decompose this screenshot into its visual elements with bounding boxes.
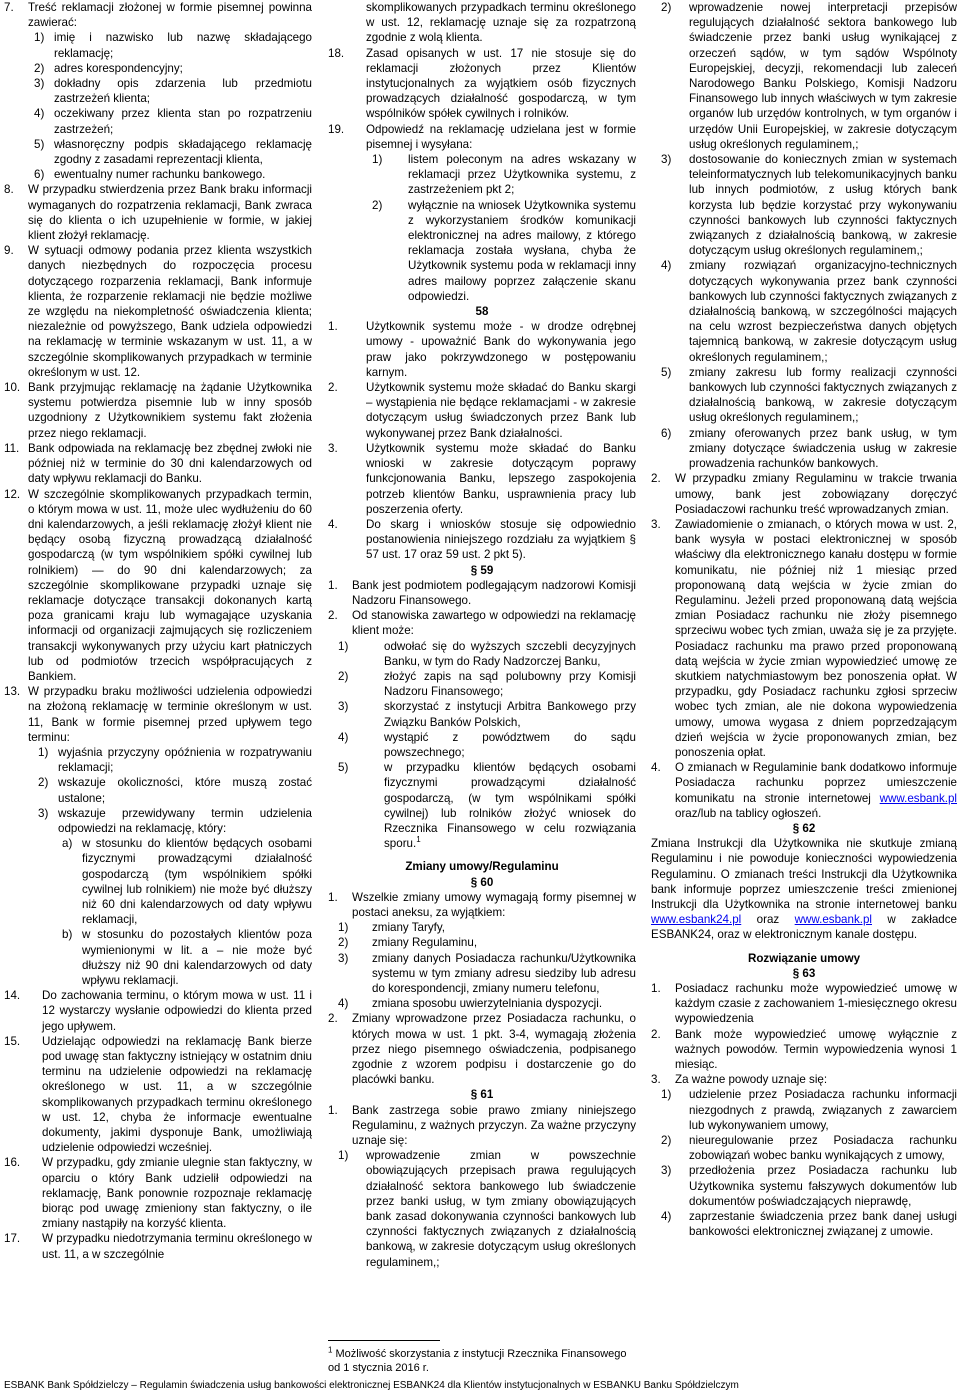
item-text: wystąpić z powództwem do sądu powszechnego; (384, 730, 636, 759)
list-item (328, 935, 636, 950)
list-item (328, 198, 636, 304)
item-text: zmiany zakresu lub formy realizacji czynności bankowych lub czynności faktycznych związanych z działalnością bankową, w zakresie dotyczącym usług określonych regulaminem,; (689, 365, 957, 425)
item-text: zmiany Taryfy, (372, 921, 446, 935)
item-number: 4) (338, 997, 349, 1011)
section-heading: § 62 (792, 821, 816, 835)
section-heading: 58 (475, 305, 489, 319)
item-number: 3) (38, 806, 49, 820)
item-text: Użytkownik systemu może składać do Banku wnioski w zakresie dotyczącym poprawy funkcjonowania Banku, lepszego zaspokojenia potrzeb klientów Banku, usprawnienia pracy lub poszerzenia oferty. (366, 441, 636, 516)
list-item (328, 890, 636, 920)
list-item (328, 319, 636, 380)
item-number: 1) (338, 921, 349, 935)
item-number: 6) (661, 426, 672, 440)
list-item (328, 639, 636, 669)
item-text: Bank jest podmiotem podlegającym nadzorowi Komisji Nadzoru Finansowego. (352, 578, 636, 607)
item-number: 1) (338, 1149, 349, 1163)
item-number: 3. (651, 1073, 661, 1087)
section-heading: § 60 (470, 875, 494, 889)
column-right (651, 0, 957, 1239)
list-item (651, 152, 957, 258)
list-item (328, 380, 636, 441)
list-item (4, 30, 312, 60)
list-item (4, 1231, 312, 1261)
item-text: zmiany rozwiązań organizacyjno-technicznych dotyczących wykonywania przez bank czynności bankowych lub czynności faktycznych związanych z działalnością bankową, w szczególności mających na celu wzrost bezpieczeństwa danych objętych tajemnicą bankową, w zakresie dotyczącym usług określonych regulaminem,; (689, 259, 957, 364)
website-link[interactable]: www.esbank.pl (879, 791, 957, 805)
item-number: 7. (4, 1, 14, 14)
item-number: 1) (34, 31, 45, 45)
item-number: 1) (38, 745, 49, 759)
list-item (328, 760, 636, 851)
column-middle (328, 0, 636, 1270)
footnote-rule (328, 1340, 440, 1341)
list-item (328, 441, 636, 517)
item-text: udzielenie przez Posiadacza rachunku informacji niezgodnych z prawdą, związanych z zawarciem lub wykonywaniem umowy, (689, 1088, 957, 1132)
list-item (4, 167, 312, 182)
item-text: Użytkownik systemu może - w drodze odrębnej umowy - upoważnić Bank do wykonywania jego praw jako pokrzywdzonego w postępowaniu karnym. (366, 320, 636, 379)
item-number: 2) (661, 1, 672, 14)
item-text: w stosunku do klientów będących osobami fizycznymi prowadzącymi działalność gospodarczą (tym wspólnikiem spółki cywilnej lub rolnikiem) nie może być dłuższy niż 60 dni kalendarzowych od daty wpływu reklamacji, (82, 837, 312, 927)
item-number: 1. (651, 982, 661, 995)
item-text-cont: oraz/lub na tablicy ogłoszeń. (675, 806, 822, 820)
item-number: 2) (338, 936, 349, 950)
item-text: odwołać się do wyższych szczebli decyzyjnych Banku, w tym do Rady Nadzorczej Banku, (384, 639, 636, 668)
item-number: 2. (651, 472, 661, 486)
list-item (328, 669, 636, 699)
list-item (328, 122, 636, 152)
item-text: Treść reklamacji złożonej w formie pisemnej powinna zawierać: (28, 1, 312, 30)
list-item (328, 46, 636, 122)
item-text: Zawiadomienie o zmianach, o których mowa w ust. 2, bank wysyła w postaci elektronicznej w sposób właściwy dla elektronicznego kanału dostępu w formie komunikatu, nie później niż 1 miesiąc przed proponowaną datą wejścia w życie zmian do Regulaminu. Jeżeli przed proponowaną datą wejścia zmian Posiadacz rachunku nie złoży pisemnego sprzeciwu wobec tych zmian, uważa się je za przyjęte. Posiadacz rachunku ma prawo przed proponowaną datą wejścia w życie zmian wypowiedzieć umowę ze skutkiem natychmiastowym bez ponoszenia opłat. W przypadku, gdy Posiadacz rachunku zgłosi sprzeciw wobec tych zmian, ale nie dokona wypowiedzenia umowy, umowa wygasa z dniem poprzedzającym dzień wejścia w życie proponowanych zmian, bez ponoszenia opłat. (675, 517, 957, 759)
item-text: Od stanowiska zawartego w odpowiedzi na reklamację klient może: (352, 609, 636, 638)
item-number: 1. (328, 890, 338, 904)
list-item (651, 981, 957, 1027)
item-text: Zmiany wprowadzone przez Posiadacza rachunku, o których mowa w ust. 1 pkt. 3-4, wymagają złożenia przez niego pisemnego oświadczenia, podpisanego zgodnie z wzorem podpisu i dostarczenie go do placówki banku. (352, 1012, 636, 1087)
list-item (651, 365, 957, 426)
list-item (328, 1011, 636, 1087)
list-item (4, 836, 312, 927)
item-text: Posiadacz rachunku może wypowiedzieć umowę w każdym czasie z zachowaniem 1-miesięcznego okresu wypowiedzenia (675, 982, 957, 1026)
item-text: nieuregulowanie przez Posiadacza rachunku zobowiązań wobec banku wynikających z umowy, (689, 1134, 957, 1163)
item-number: 2) (338, 669, 349, 683)
item-number: 4) (338, 730, 349, 744)
item-number: 18. (328, 46, 345, 60)
item-number: 4) (34, 107, 45, 121)
list-item (328, 1148, 636, 1270)
list-item (4, 380, 312, 441)
list-item (328, 996, 636, 1011)
item-number: 19. (328, 122, 345, 136)
section-heading: § 63 (792, 966, 816, 980)
item-text: Bank może wypowiedzieć umowę wyłącznie z ważnych powodów. Termin wypowiedzenia wynosi 1 miesiąc. (675, 1027, 957, 1072)
item-number: 2) (661, 1134, 672, 1148)
item-number: 5) (661, 365, 672, 379)
item-text: złożyć zapis na sąd polubowny przy Komisji Nadzoru Finansowego; (384, 669, 636, 699)
item-text: Wszelkie zmiany umowy wymagają formy pisemnej w postaci aneksu, za wyjątkiem: (352, 890, 636, 919)
item-number: 8. (4, 183, 14, 197)
item-text: własnoręczny podpis składającego reklamację zgodny z zasadami reprezentacji klienta, (54, 137, 312, 167)
page-footer: ESBANK Bank Spółdzielczy – Regulamin świadczenia usług bankowości elektronicznej ESBANK24 dla Klientów instytucjonalnych w ESBANKU Banku Spółdzielczym (4, 1380, 739, 1391)
item-text: W przypadku stwierdzenia przez Bank braku informacji wymaganych do rozpatrzenia reklamacji, Bank zwraca się do klienta o ich uzupełnienie w formie, w jakiej klient złożył reklamację. (28, 183, 312, 243)
list-item (4, 988, 312, 1034)
footnote-mark: 1 (328, 1345, 333, 1355)
list-item (328, 517, 636, 563)
item-text: W przypadku zmiany Regulaminu w trakcie trwania umowy, bank jest zobowiązany doręczyć Posiadaczowi rachunku treść wprowadzanych zmian. (675, 472, 957, 516)
item-text: listem poleconym na adres wskazany w reklamacji przez Użytkownika systemu, z zastrzeżeniem pkt 2; (408, 153, 636, 197)
list-item (651, 836, 957, 942)
list-item (4, 76, 312, 106)
list-item (328, 608, 636, 638)
website-link[interactable]: www.esbank24.pl (651, 913, 742, 927)
item-number: 2. (328, 381, 338, 395)
list-item (4, 927, 312, 988)
item-text: Bank przyjmując reklamację na żądanie Użytkownika systemu potwierdza pisemnie lub w inny sposób uzgodniony z Użytkownikiem systemu fakt złożenia przez niego reklamacji. (28, 381, 312, 440)
list-item (4, 0, 312, 30)
item-number: 13. (4, 685, 21, 699)
item-text: W przypadku braku możliwości udzielenia odpowiedzi na złożoną reklamację w terminie określonym w ust. 11, Bank w formie pisemnej przed upływem tego terminu: (28, 685, 312, 744)
item-text-cont: w zakładce ESBANK24, oraz w elektronicznym kanale dostępu. (651, 913, 957, 942)
item-number: 15. (4, 1034, 21, 1048)
list-item (328, 0, 636, 46)
item-text: zmiana sposobu uwierzytelniania dyspozycji. (372, 997, 603, 1011)
list-item (4, 182, 312, 243)
item-text: oczekiwany przez klienta stan po rozpatrzeniu zastrzeżeń; (54, 107, 312, 136)
item-text: zmiany oferowanych przez bank usług, w tym zmiany dotyczące świadczenia usług w zakresie prowadzenia rachunków bankowych. (689, 426, 957, 471)
item-text-cont: oraz (741, 913, 795, 927)
item-number: 1) (661, 1088, 672, 1102)
website-link[interactable]: www.esbank.pl (794, 913, 872, 927)
list-item (328, 920, 636, 935)
item-number: 5) (34, 137, 45, 151)
item-text: Odpowiedź na reklamację udzielana jest w formie pisemnej i wysyłana: (366, 122, 636, 151)
list-item (651, 471, 957, 517)
item-text: wskazuje okoliczności, które muszą zostać ustalone; (58, 776, 312, 805)
item-text: wprowadzenie nowej interpretacji przepisów regulujących działalność sektora bankowego lub świadczenie przez banki usług wynikającej z orzeczeń sądów, w tym sądów Wspólnoty Europejskiej, decyzji, rekomendacji lub zaleceń Narodowego Banku Polskiego, Komisji Nadzoru Finansowego lub innych właściwych w tym zakresie organów lub urzędów kontrolnych, w tym organów i urzędów Unii Europejskiej, w zakresie dotyczącym usług określonych regulaminem,; (689, 1, 957, 151)
item-text: zmiany Regulaminu, (372, 936, 478, 950)
item-number: 3. (651, 517, 661, 531)
section-heading: Zmiany umowy/Regulaminu (405, 860, 559, 874)
item-number: 2. (651, 1027, 661, 1041)
list-item (4, 487, 312, 685)
item-text: W szczególnie skomplikowanych przypadkach termin, o którym mowa w ust. 11, może ulec wydłużeniu do 60 dni kalendarzowych, a jeśli reklamację złożył klient nie będący osobą fizyczną prowadzącą działalność gospodarczą (w tym wspólnikiem spółki cywilnej lub rolnikiem) — do 90 dni kalendarzowych; za szczególnie skomplikowane przypadki uznaje się reklamacje dotyczące transakcji dokonanych kartą poza granicami kraju lub wymagające uzyskania informacji od organizacji zajmujących się rozliczeniem transakcji wykonywanych przy użyciu kart płatniczych lub od podmiotów trzecich współpracujących z Bankiem. (28, 487, 312, 683)
item-text: w przypadku klientów będących osobami fizycznymi prowadzącymi działalność gospodarczą, (w tym wspólnikami spółki cywilnej) lub rolników złożyć wniosek do Rzecznika Finansowego w celu rozwiązania sporu. (384, 761, 636, 851)
item-text: dostosowanie do koniecznych zmian w systemach teleinformatycznych lub telekomunikacyjnych banku lub innych podmiotów, z usług których bank korzysta lub będzie korzystać przy wykonywaniu czynności bankowych lub czynności faktycznych związanych z działalnością bankową, w zakresie dotyczącym usług określonych regulaminem,; (689, 153, 957, 258)
item-number: 10. (4, 381, 21, 395)
list-item (651, 1209, 957, 1239)
item-text: w stosunku do pozostałych klientów poza wymienionymi w lit. a – nie może być dłuższy niż 90 dni kalendarzowych od daty wpływu reklamacji. (82, 928, 312, 987)
item-text: W przypadku, gdy zmianie ulegnie stan faktyczny, w oparciu o który Bank udzielił odpowiedzi na reklamację, Bank ponownie rozpoznaje reklamację biorąc pod uwagę zmieniony stan faktyczny, o ile zmiany nastąpiły na korzyść klienta. (42, 1156, 312, 1231)
item-number: 4. (651, 761, 661, 775)
item-number: 6) (34, 168, 45, 182)
item-number: 1) (372, 153, 383, 167)
column-left (4, 0, 312, 1262)
item-number: 3) (661, 153, 672, 167)
item-number: 2. (328, 1012, 338, 1026)
item-text: W przypadku niedotrzymania terminu określonego w ust. 11, a w szczególnie (42, 1232, 312, 1261)
item-text: skomplikowanych przypadkach terminu określonego w ust. 12, reklamację uznaje się za rozpatrzoną zgodnie z wolą klienta. (366, 1, 636, 45)
item-number: 1. (328, 320, 338, 334)
item-number: 2) (38, 776, 49, 790)
list-item (328, 951, 636, 997)
item-text: wyłącznie na wniosek Użytkownika systemu z wykorzystaniem środków komunikacji elektronicznej na adres mailowy, z którego reklamacja została wysłana, chyba że Użytkownik systemu poda w reklamacji inny adres mailowy poprzez załączenie skanu odpowiedzi. (408, 198, 636, 303)
item-text: Za ważne powody uznaje się: (675, 1073, 828, 1087)
section-heading: Rozwiązanie umowy (747, 951, 861, 965)
item-text: imię i nazwisko lub nazwę składającego reklamację; (54, 31, 312, 60)
list-item (651, 1163, 957, 1209)
list-item (651, 258, 957, 364)
item-number: 1) (338, 639, 349, 653)
list-item (328, 1103, 636, 1149)
item-number: 12. (4, 487, 21, 501)
list-item (651, 0, 957, 152)
list-item (651, 517, 957, 760)
item-number: a) (62, 837, 73, 851)
item-number: 14. (4, 989, 21, 1003)
item-number: 3) (338, 700, 349, 714)
list-item (651, 1027, 957, 1073)
item-text: W sytuacji odmowy podania przez klienta wszystkich danych niezbędnych do rozpoczęcia procesu dotyczącego rozparzenia reklamacji, Bank informuje klienta, że rozparzenie reklamacji nie będzie możliwe ze względu na niekompletność oświadczenia klienta; niezależnie od powyższego, Bank udziela odpowiedzi na reklamację w terminie wskazanym w ust. 11, a w szczególnie skomplikowanych przypadkach w terminie określonym w ust. 12. (28, 244, 312, 379)
list-item (4, 775, 312, 805)
list-item (4, 745, 312, 775)
item-number: 5) (338, 761, 349, 775)
item-number: 3) (661, 1164, 672, 1178)
item-text: Zasad opisanych w ust. 17 nie stosuje się do reklamacji złożonych przez Klientów instytucjonalnych za wyjątkiem osób fizycznych prowadzących działalność gospodarczą, w tym wspólników spółek cywilnych i rolników. (366, 46, 636, 121)
item-number: 2) (34, 61, 45, 75)
item-number: 4) (661, 1210, 672, 1224)
item-number: 4) (661, 259, 672, 273)
item-number: 11. (4, 441, 20, 455)
list-item (4, 106, 312, 136)
list-item (328, 699, 636, 729)
list-item (328, 152, 636, 198)
list-item (651, 760, 957, 821)
item-number: 9. (4, 244, 14, 258)
item-number: 17. (4, 1232, 21, 1246)
section-heading: § 59 (470, 563, 494, 577)
footnote-ref: 1 (416, 835, 421, 845)
list-item (4, 61, 312, 76)
list-item (4, 806, 312, 836)
item-number: 1. (328, 1103, 338, 1117)
item-text: wyjaśnia przyczyny opóźnienia w rozpatrywaniu reklamacji; (58, 745, 312, 775)
item-number: b) (62, 928, 73, 942)
item-number: 2) (372, 198, 383, 212)
list-item (651, 1133, 957, 1163)
item-text: Udzielając odpowiedzi na reklamację Bank bierze pod uwagę stan faktyczny istniejący w ostatnim dniu terminu na udzielenie odpowiedzi na reklamację określonego w ust. 11, a w szczególnie skomplikowanych przypadkach terminu określonego w ust. 12, chyba że informacje ewentualne dokumenty, jakimi dysponuje Bank, umożliwiają udzielenie odpowiedzi wcześniej. (42, 1034, 312, 1155)
list-item (4, 1155, 312, 1231)
item-number: 4. (328, 517, 338, 531)
list-item (4, 1034, 312, 1156)
item-text: Do zachowania terminu, o którym mowa w ust. 11 i 12 wystarczy wysłanie odpowiedzi do klienta przed jego upływem. (42, 989, 312, 1033)
item-number: 1. (328, 578, 338, 592)
item-text: przedłożenia przez Posiadacza rachunku lub Użytkownika systemu fałszywych dokumentów lub dokumentów poświadczających nieprawdę, (689, 1164, 957, 1208)
list-item (4, 441, 312, 487)
item-text: Użytkownik systemu może składać do Banku skargi – wystąpienia nie będące reklamacjami - w zakresie dotyczącym usług świadczonych przez Bank lub wykonywanej przez Bank działalności. (366, 381, 636, 440)
item-number: 3) (34, 77, 45, 91)
item-text: O zmianach w Regulaminie bank dodatkowo informuje Posiadacza rachunku poprzez umieszczenie komunikatu na stronie internetowej (675, 761, 957, 805)
item-text: Bank zastrzega sobie prawo zmiany niniejszego Regulaminu, z ważnych przyczyn. Za ważne przyczyny uznaje się: (352, 1103, 636, 1148)
list-item (651, 426, 957, 472)
item-text: Bank odpowiada na reklamację bez zbędnej zwłoki nie później niż w terminie do 30 dni kalendarzowych od daty wpływu reklamacji do Banku. (28, 441, 312, 486)
footnote-text: Możliwość skorzystania z instytucji Rzecznika Finansowego od 1 stycznia 2016 r. (328, 1348, 627, 1374)
list-item (4, 137, 312, 167)
list-item (4, 684, 312, 745)
item-number: 3. (328, 441, 338, 455)
section-heading: § 61 (470, 1088, 494, 1102)
list-item (651, 1072, 957, 1087)
item-text: ewentualny numer rachunku bankowego. (54, 168, 266, 182)
item-text: zmiany danych Posiadacza rachunku/Użytkownika systemu w tym zmiany adresu siedziby lub adresu do korespondencji, zmiany numeru telefonu, (372, 951, 636, 995)
item-text: wprowadzenie zmian w powszechnie obowiązujących przepisach prawa regulujących działalność sektora bankowego lub świadczenie przez banki usług, w tym zmiany obowiązujących bank zasad dokonywania czynności bankowych lub czynności faktycznych związanych z działalnością bankową, w zakresie dotyczącym usług określonych regulaminem,; (366, 1149, 636, 1269)
footnote (328, 1347, 628, 1375)
list-item (328, 578, 636, 608)
list-item (651, 1087, 957, 1133)
item-number: 2. (328, 609, 338, 623)
list-item (328, 730, 636, 760)
item-text: Do skarg i wniosków stosuje się odpowiednio postanowienia niniejszego rozdziału za wyjątkiem § 57 ust. 17 oraz 59 ust. 2 pkt 5). (366, 517, 636, 562)
item-text: zaprzestanie świadczenia przez bank danej usługi bankowości elektronicznej związanej z umowie. (689, 1210, 957, 1239)
item-number: 3) (338, 951, 349, 965)
item-text: adres korespondencyjny; (54, 61, 183, 75)
item-number: 16. (4, 1156, 21, 1170)
item-text: dokładny opis zdarzenia lub przedmiotu zastrzeżeń klienta; (54, 77, 312, 106)
list-item (4, 243, 312, 380)
item-text: skorzystać z instytucji Arbitra Bankowego przy Związku Banków Polskich, (384, 700, 636, 729)
item-text: Zmiana Instrukcji dla Użytkownika nie skutkuje zmianą Regulaminu i nie powoduje konieczności wypowiedzenia Regulaminu. O zmianach treści Instrukcji dla Użytkownika bank informuje poprzez umieszczenie treści zmienionej Instrukcji dla Użytkownika na stronie internetowej banku (651, 837, 957, 911)
item-text: wskazuje przewidywany termin udzielenia odpowiedzi na reklamację, który: (58, 806, 312, 835)
